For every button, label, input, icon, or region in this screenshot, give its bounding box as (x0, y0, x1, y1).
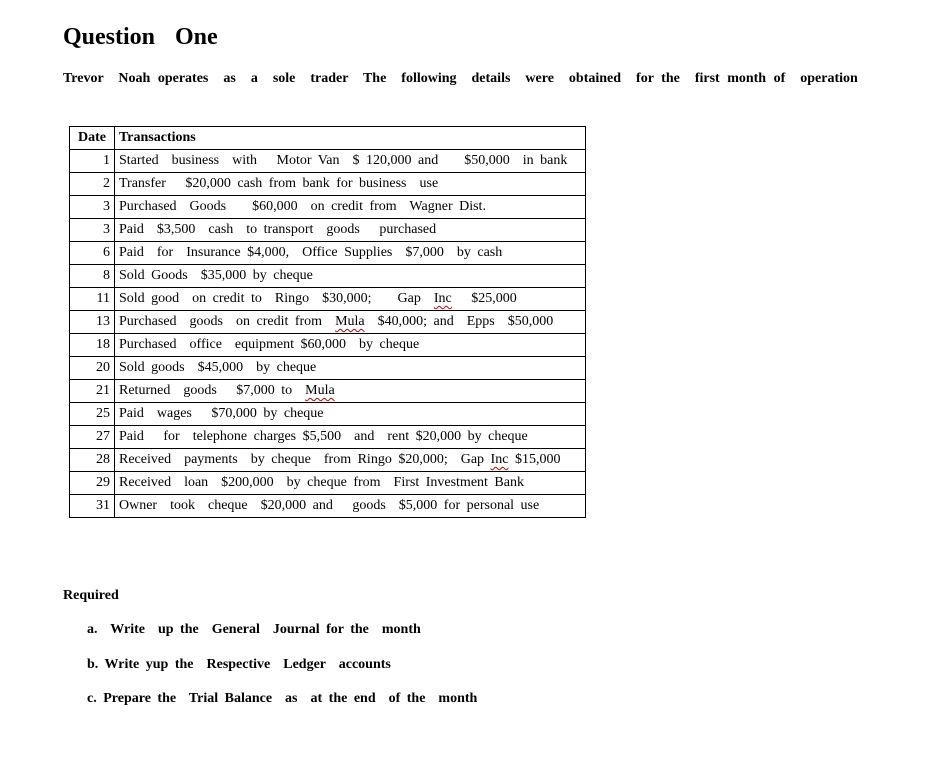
row-description: Owner took cheque $20,000 and goods $5,000 for personal use (115, 495, 586, 518)
required-heading: Required (63, 588, 119, 603)
row-description: Received payments by cheque from Ringo $20,000; Gap Inc $15,000 (115, 449, 586, 472)
question-title: Question One (63, 24, 218, 50)
table-row (70, 196, 586, 219)
required-item-a: a. Write up the General Journal for the month (87, 622, 421, 637)
row-description: Paid $3,500 cash to transport goods purchased (115, 219, 586, 242)
row-date: 3 (70, 219, 115, 242)
table-row (70, 288, 586, 311)
row-date: 1 (70, 150, 115, 173)
row-date: 29 (70, 472, 115, 495)
table-row (70, 449, 586, 472)
row-date: 18 (70, 334, 115, 357)
date-column-header: Date (70, 127, 115, 150)
intro-paragraph: Trevor Noah operates as a sole trader The following details were obtained for the first month of operation (63, 71, 858, 86)
table-row (70, 311, 586, 334)
row-date: 3 (70, 196, 115, 219)
row-description: Purchased office equipment $60,000 by cheque (115, 334, 586, 357)
row-description: Started business with Motor Van $ 120,000 and $50,000 in bank (115, 150, 586, 173)
table-row (70, 426, 586, 449)
row-date: 11 (70, 288, 115, 311)
row-date: 8 (70, 265, 115, 288)
table-row (70, 150, 586, 173)
row-description: Sold good on credit to Ringo $30,000; Gap Inc $25,000 (115, 288, 586, 311)
table-row (70, 357, 586, 380)
row-description: Sold Goods $35,000 by cheque (115, 265, 586, 288)
table-row (70, 334, 586, 357)
row-description: Received loan $200,000 by cheque from First Investment Bank (115, 472, 586, 495)
table-row (70, 472, 586, 495)
required-item-c: c. Prepare the Trial Balance as at the end of the month (87, 691, 478, 706)
table-row (70, 403, 586, 426)
row-date: 27 (70, 426, 115, 449)
row-description: Paid for telephone charges $5,500 and rent $20,000 by cheque (115, 426, 586, 449)
row-description: Returned goods $7,000 to Mula (115, 380, 586, 403)
row-date: 2 (70, 173, 115, 196)
row-description: Purchased Goods $60,000 on credit from Wagner Dist. (115, 196, 586, 219)
table-header-row (70, 127, 586, 150)
table-row (70, 242, 586, 265)
row-date: 6 (70, 242, 115, 265)
row-description: Sold goods $45,000 by cheque (115, 357, 586, 380)
row-description: Paid wages $70,000 by cheque (115, 403, 586, 426)
transactions-table (69, 126, 586, 518)
row-date: 20 (70, 357, 115, 380)
table-row (70, 380, 586, 403)
table-row (70, 265, 586, 288)
row-description: Paid for Insurance $4,000, Office Supplies $7,000 by cash (115, 242, 586, 265)
row-description: Purchased goods on credit from Mula $40,000; and Epps $50,000 (115, 311, 586, 334)
required-item-b: b. Write yup the Respective Ledger accounts (87, 657, 391, 672)
row-date: 28 (70, 449, 115, 472)
spellcheck-word: Mula (305, 383, 335, 398)
row-date: 21 (70, 380, 115, 403)
table-row (70, 219, 586, 242)
table-row (70, 495, 586, 518)
spellcheck-word: Inc (433, 291, 452, 306)
row-date: 31 (70, 495, 115, 518)
spellcheck-word: Inc (490, 452, 509, 467)
row-description: Transfer $20,000 cash from bank for business use (115, 173, 586, 196)
transactions-column-header: Transactions (115, 127, 586, 150)
spellcheck-word: Mula (335, 314, 365, 329)
row-date: 25 (70, 403, 115, 426)
table-row (70, 173, 586, 196)
row-date: 13 (70, 311, 115, 334)
